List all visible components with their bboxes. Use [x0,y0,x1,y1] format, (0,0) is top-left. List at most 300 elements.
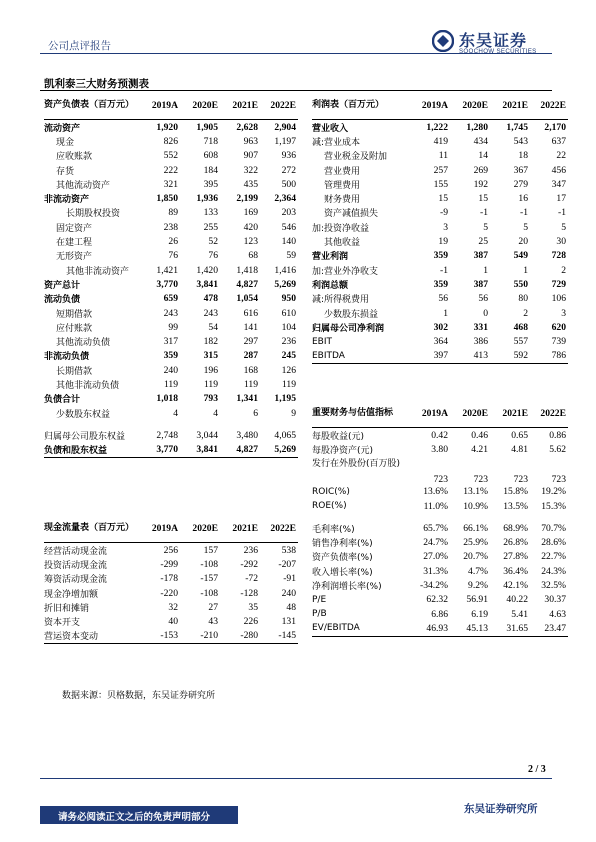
table-row [312,521,568,535]
row-label: 非流动负债 [44,352,90,363]
column-header: 2020E [180,514,220,543]
column-header: 2021E [490,399,530,428]
column-header: 2022E [260,514,298,543]
cell-value: 240 [163,364,178,376]
cell-value: 1,416 [274,264,296,276]
table-row [44,249,298,263]
cell-value: 240 [281,587,296,599]
table-row [44,600,298,614]
cell-value: 238 [163,221,178,233]
row-label: 折旧和摊销 [44,603,90,614]
cell-value: 6.19 [471,608,488,620]
cell-value: 2 [561,264,566,276]
column-header: 2021E [490,91,530,120]
cell-value: 718 [203,135,218,147]
table-row [44,263,298,277]
cash-flow-table [44,514,298,644]
cell-value: 386 [473,336,488,348]
column-header: 2019A [140,514,180,543]
cell-value: 1,745 [506,121,528,133]
table-title: 资产负债表（百万元） [44,91,140,120]
column-header: 2022E [260,91,298,120]
cell-value: 192 [473,178,488,190]
company-logo [432,28,556,62]
row-label: 短期借款 [56,309,93,320]
row-label: 收入增长率(%) [312,567,373,578]
cell-value: -1 [558,207,566,219]
row-label: 资本开支 [44,618,81,629]
cell-value: 5 [523,221,528,233]
cell-value: 4.7% [468,565,488,577]
cell-value: 4.81 [511,443,528,455]
cell-value: 367 [513,164,528,176]
table-row [312,249,568,263]
cell-value: -34.2% [420,580,448,592]
cell-value: 3,841 [180,443,220,458]
table-row [44,543,298,558]
row-label: 营业收入 [312,123,349,134]
cell-value: 610 [281,307,296,319]
cell-value: 123 [243,236,258,248]
cell-value: 236 [243,544,258,556]
table-row [44,572,298,586]
table-row [312,206,568,220]
cell-value: 347 [551,178,566,190]
cell-value: 24.3% [541,565,566,577]
cell-value: 22.7% [541,551,566,563]
cell-value: -1 [440,264,448,276]
table-row [44,206,298,220]
cell-value: 11 [438,150,448,162]
cell-value: 387 [473,278,488,290]
cell-value: 40 [168,616,178,628]
row-label: 归属母公司净利润 [312,323,385,334]
column-header: 2020E [180,91,220,120]
row-label: 发行在外股份(百万股) [312,458,401,469]
cell-value: 119 [163,378,178,390]
cell-value: 1,905 [196,121,218,133]
column-header: 2020E [450,399,490,428]
row-label: 在建工程 [56,238,93,249]
row-label: 资产总计 [44,280,81,291]
cell-value: 550 [513,278,528,290]
table-header-row [312,91,568,120]
table-row [312,535,568,549]
table-row [312,457,568,485]
cell-value: 739 [551,336,566,348]
cell-value: 387 [473,250,488,262]
cell-value [180,420,220,428]
table-row [312,120,568,135]
table-row [312,306,568,320]
cell-value: 728 [551,250,566,262]
table-row [44,306,298,320]
cell-value: 322 [243,164,258,176]
table-row [312,220,568,234]
data-source-note: 数据来源：贝格数据，东吴证券研究所 [62,691,216,701]
column-header: 2019A [410,399,450,428]
cell-value: 16 [518,193,528,205]
row-label: 投资活动现金流 [44,560,108,571]
logo-mark-icon [432,30,454,52]
table-row [44,320,298,334]
row-label: 营业利润 [312,252,349,263]
logo-subtitle: SOOCHOW SECURITIES [459,48,537,55]
cell-value: 31.65 [490,621,530,636]
cell-value [450,513,490,521]
cell-value: 236 [281,336,296,348]
row-label: 加:投资净收益 [312,223,370,234]
cell-value: 169 [243,207,258,219]
table-row [44,177,298,191]
row-label: 无形资产 [56,252,93,263]
row-label: 少数股东权益 [56,409,111,420]
cell-value: 359 [433,250,448,262]
table-row [312,499,568,513]
cell-value: 45.13 [450,621,490,636]
cell-value: -108 [200,558,218,570]
balance-sheet-table [44,91,298,458]
cell-value: 15 [438,193,448,205]
table-row [44,557,298,571]
row-label: 经营活动现金流 [44,546,108,557]
cell-value: 2,904 [274,121,296,133]
cell-value: 23.47 [530,621,568,636]
cell-value: -178 [160,573,178,585]
footer-institute: 东吴证券研究所 [464,803,538,815]
cell-value: 4,827 [220,443,260,458]
cell-value: 2,628 [236,121,258,133]
cell-value: 89 [168,207,178,219]
table-row [312,134,568,148]
income-statement-table [312,91,568,364]
table-row [44,363,298,377]
table-row [312,234,568,248]
cell-value: 13.6% [423,486,448,498]
row-label: ROE(%) [312,501,347,512]
row-label: 资产负债率(%) [312,553,373,564]
cell-value: 36.4% [503,565,528,577]
cell-value: 52 [208,236,218,248]
row-label: 每股净资产(元) [312,445,374,456]
row-label: 减:营业成本 [312,137,361,148]
row-label: EBITDA [312,349,410,364]
cell-value: 59 [286,250,296,262]
row-label: 每股收益(元) [312,431,365,442]
cell-value: 5 [561,221,566,233]
row-label: 加:营业外净收支 [312,266,379,277]
row-label [44,420,140,428]
cell-value: 359 [433,278,448,290]
cell-value: 2,364 [274,193,296,205]
column-header: 2019A [140,91,180,120]
cell-value: 14 [478,150,488,162]
cell-value: 131 [281,616,296,628]
cell-value: 157 [203,544,218,556]
table-row [312,320,568,334]
table-row [312,292,568,306]
cell-value: -9 [440,207,448,219]
cell-value: 620 [551,321,566,333]
table-row [44,392,298,406]
cell-value: 119 [203,378,218,390]
disclaimer-text: 请务必阅读正文之后的免责声明部分 [58,812,211,823]
cell-value: 257 [433,164,448,176]
row-label: 非流动资产 [44,195,90,206]
cell-value: 413 [450,349,490,364]
cell-value: 4.21 [471,443,488,455]
cell-value: 40.22 [506,594,528,606]
row-label: 其他非流动负债 [56,380,120,391]
table-row [312,277,568,291]
cell-value: 106 [551,293,566,305]
cell-value: 31.3% [423,565,448,577]
cell-value: 538 [281,544,296,556]
row-label: 长期股权投资 [66,209,121,220]
logo-name: 东吴证券 [459,31,528,50]
cell-value: -153 [140,629,180,644]
cell-value: 395 [203,178,218,190]
cell-value: 10.9% [463,500,488,512]
column-header: 2020E [450,91,490,120]
table-row [44,191,298,205]
row-label: 少数股东损益 [324,309,379,320]
cell-value: 907 [243,150,258,162]
indicators-table [312,399,568,637]
row-label: 流动负债 [44,295,81,306]
cell-value: 17 [556,193,566,205]
cell-value: 15 [478,193,488,205]
row-label: 流动资产 [44,123,81,134]
cell-value: 950 [281,293,296,305]
cell-value: 54 [208,321,218,333]
cell-value: 56 [438,293,448,305]
cell-value: 331 [473,321,488,333]
row-label: 净利润增长率(%) [312,582,382,593]
cell-value: -72 [245,573,258,585]
cell-value: 269 [473,164,488,176]
cell-value: 30.37 [544,594,566,606]
cell-value: 302 [433,321,448,333]
column-header: 2021E [220,514,260,543]
table-title: 重要财务与估值指标 [312,399,410,428]
cell-value: 3,044 [196,429,218,441]
cell-value: 27 [208,601,218,613]
cell-value: 65.7% [423,522,448,534]
cell-value: 20 [518,236,528,248]
cell-value: 637 [551,135,566,147]
footer-divider [40,778,552,779]
row-label: 存货 [56,166,75,177]
cell-value: 272 [281,164,296,176]
row-label: EBIT [312,336,333,347]
cell-value: 43 [208,616,218,628]
table-row [44,428,298,442]
cell-value: 46.93 [410,621,450,636]
cell-value: 18 [518,150,528,162]
cell-value [410,513,450,521]
table-title: 现金流量表（百万元） [44,514,140,543]
cell-value: 15.3% [541,500,566,512]
table-row [44,349,298,363]
table-row [44,586,298,600]
cell-value: -220 [160,587,178,599]
row-label: ROIC(%) [312,486,350,497]
table-header-row [44,91,298,120]
table-row [44,149,298,163]
cell-value: 397 [410,349,450,364]
row-label: 减:所得税费用 [312,295,370,306]
table-row [44,334,298,348]
cell-value: -1 [520,207,528,219]
table-row [312,149,568,163]
cell-value: 0.86 [549,429,566,441]
table-row [312,485,568,499]
table-title: 利润表（百万元） [312,91,410,120]
cell-value: 5,269 [260,443,298,458]
cell-value: 5 [483,221,488,233]
cell-value: 723 [513,473,528,485]
cell-value: 141 [243,321,258,333]
column-header: 2021E [220,91,260,120]
table-header-row [44,514,298,543]
report-category: 公司点评报告 [48,40,111,52]
cell-value: 616 [243,307,258,319]
row-label: 其他收益 [324,238,361,249]
cell-value: 19.2% [541,486,566,498]
row-label: 负债和股东权益 [44,443,140,458]
cell-value: 4.63 [549,608,566,620]
table-row [312,593,568,607]
table-row [312,550,568,564]
cell-value: 786 [530,349,568,364]
cell-value: 3 [443,221,448,233]
table-row [44,377,298,391]
row-label: 营运资本变动 [44,629,140,644]
cell-value: -210 [180,629,220,644]
cell-value: 140 [281,236,296,248]
cell-value: 42.1% [503,580,528,592]
cell-value: 359 [163,350,178,362]
cell-value: 1,280 [466,121,488,133]
cell-value [220,420,260,428]
cell-value: 13.5% [503,500,528,512]
cell-value: 4 [173,407,178,419]
cell-value: 315 [203,350,218,362]
cell-value: 182 [203,336,218,348]
row-label: 筹资活动现金流 [44,575,108,586]
cell-value: 279 [513,178,528,190]
cell-value: 3 [561,307,566,319]
cell-value: 4,827 [236,278,258,290]
cell-value: 1,054 [236,293,258,305]
cell-value: 68.9% [503,522,528,534]
cell-value: 317 [163,336,178,348]
table-row [44,134,298,148]
row-label: 其他流动资产 [56,180,111,191]
cell-value: 15.8% [503,486,528,498]
cell-value [140,420,180,428]
table-row [44,420,298,428]
row-label: 利润总额 [312,280,349,291]
table-row [312,334,568,348]
cell-value: 26.8% [503,537,528,549]
cell-value: 104 [281,321,296,333]
table-row [312,513,568,521]
cell-value: 126 [281,364,296,376]
table-row [312,191,568,205]
table-row [312,163,568,177]
cell-value: 35 [248,601,258,613]
table-row [44,234,298,248]
cell-value: 19 [438,236,448,248]
cell-value: 56.91 [466,594,488,606]
cell-value: 321 [163,178,178,190]
table-row [312,349,568,364]
cell-value: -145 [260,629,298,644]
cell-value: 32 [168,601,178,613]
table-row [44,614,298,628]
cell-value: 245 [281,350,296,362]
cell-value: 723 [551,473,566,485]
table-row [44,163,298,177]
cell-value: 364 [433,336,448,348]
cell-value: 256 [163,544,178,556]
table-row [312,621,568,636]
table-row [44,629,298,644]
row-label: 财务费用 [324,195,361,206]
cell-value: 0.65 [511,429,528,441]
cell-value: 1 [483,264,488,276]
cell-value: 4 [213,407,218,419]
column-header: 2019A [410,91,450,120]
cell-value: 25 [478,236,488,248]
cell-value: 1,222 [426,121,448,133]
table-header-row [312,399,568,428]
cell-value: -207 [278,558,296,570]
cell-value: 456 [551,164,566,176]
document-title: 凯利泰三大财务预测表 [44,78,149,90]
cell-value: 608 [203,150,218,162]
row-label: P/E [312,594,327,605]
cell-value: 287 [243,350,258,362]
row-label: 销售净利率(%) [312,539,373,550]
disclaimer-band [40,806,238,824]
cell-value: 11.0% [423,500,448,512]
cell-value: 1 [523,264,528,276]
cell-value: 1,850 [156,193,178,205]
cell-value: 5,269 [274,278,296,290]
row-label: 归属母公司股东权益 [44,431,126,442]
cell-value: 6 [253,407,258,419]
cell-value: 243 [203,307,218,319]
cell-value: 184 [203,164,218,176]
row-label: EV/EBITDA [312,621,410,636]
cell-value: 434 [473,135,488,147]
cell-value: 2 [523,307,528,319]
cell-value: 435 [243,178,258,190]
cell-value: 68 [248,250,258,262]
cell-value: 3,770 [156,278,178,290]
cell-value: 5.62 [549,443,566,455]
cell-value: 1,920 [156,121,178,133]
cell-value: 119 [243,378,258,390]
row-label: 现金净增加额 [44,589,99,600]
table-row [312,564,568,578]
cell-value: 22 [556,150,566,162]
cell-value: 168 [243,364,258,376]
cell-value: 80 [518,293,528,305]
